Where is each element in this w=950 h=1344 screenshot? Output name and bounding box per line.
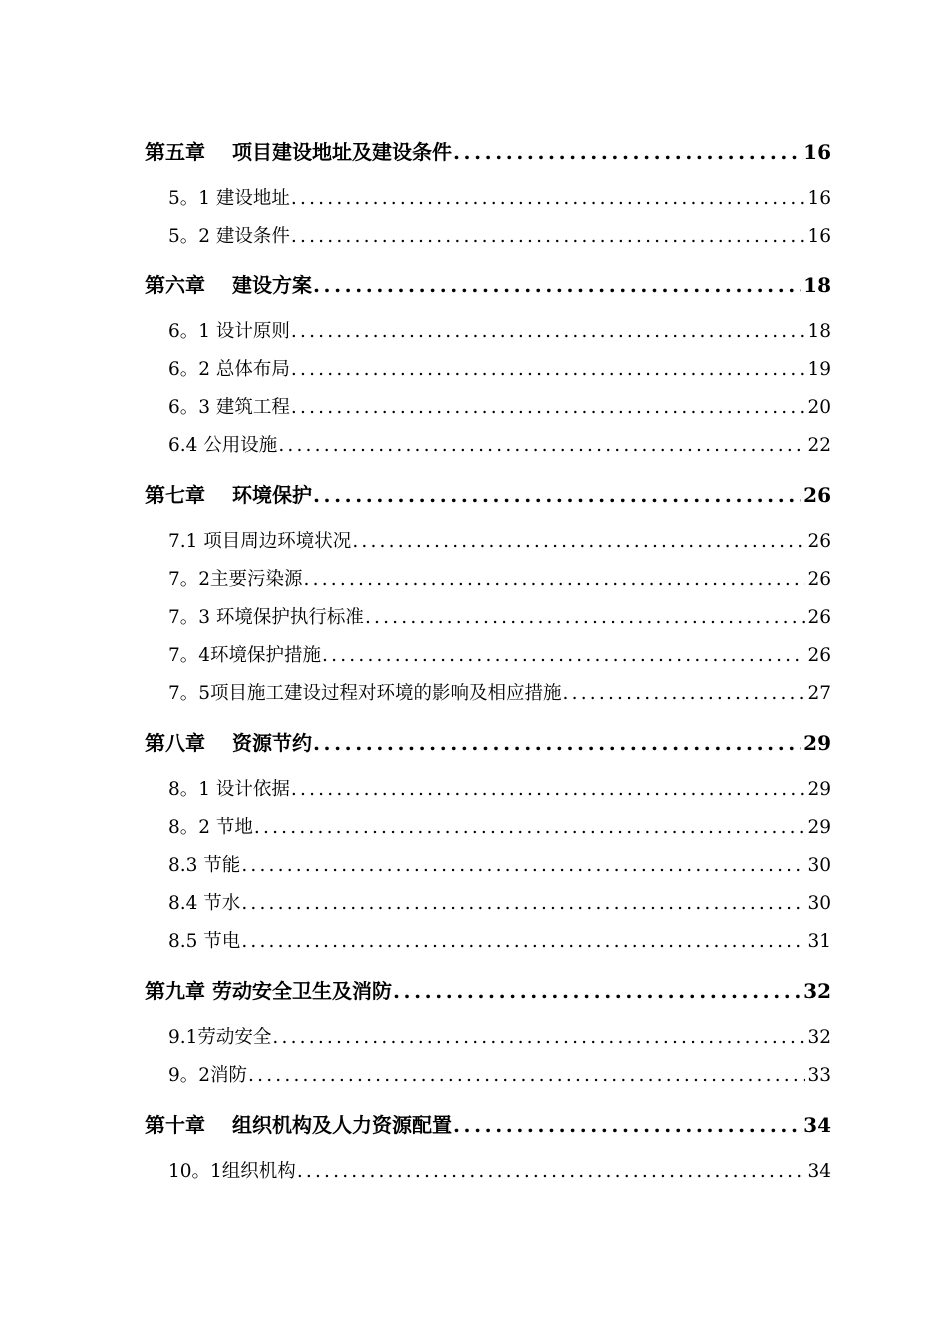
toc-page-number: 30 bbox=[807, 855, 831, 876]
toc-section-8-3[interactable] bbox=[168, 851, 831, 881]
toc-entry-title: 9。2消防 bbox=[168, 1065, 248, 1086]
toc-section-5-2[interactable] bbox=[168, 222, 831, 252]
toc-entry-title: 6。2 总体布局 bbox=[168, 359, 290, 380]
toc-page-number: 16 bbox=[807, 226, 831, 247]
toc-page-number: 26 bbox=[807, 531, 831, 552]
toc-page-number: 26 bbox=[803, 483, 831, 507]
toc-leader-dots bbox=[352, 531, 805, 552]
toc-entry-title: 5。1 建设地址 bbox=[168, 188, 290, 209]
toc-entry-title: 7。3 环境保护执行标准 bbox=[168, 607, 364, 628]
toc-page-number: 20 bbox=[807, 397, 831, 418]
toc-chapter-9[interactable] bbox=[145, 975, 831, 1005]
toc-section-7-5[interactable] bbox=[168, 679, 831, 709]
toc-leader-dots bbox=[313, 273, 801, 297]
toc-leader-dots bbox=[297, 1161, 806, 1182]
toc-section-6-2[interactable] bbox=[168, 355, 831, 385]
toc-entry-title: 5。2 建设条件 bbox=[168, 226, 290, 247]
toc-chapter-6[interactable] bbox=[145, 269, 831, 299]
toc-leader-dots bbox=[563, 683, 806, 704]
toc-page-number: 33 bbox=[807, 1065, 831, 1086]
toc-section-10-1[interactable] bbox=[168, 1157, 831, 1187]
toc-chapter-7[interactable] bbox=[145, 479, 831, 509]
toc-entry-title: 8.5 节电 bbox=[168, 931, 241, 952]
toc-page-number: 29 bbox=[807, 817, 831, 838]
toc-page-number: 26 bbox=[807, 607, 831, 628]
toc-entry-title: 8。1 设计依据 bbox=[168, 779, 290, 800]
toc-section-9-2[interactable] bbox=[168, 1061, 831, 1091]
toc-page-number: 29 bbox=[803, 731, 831, 755]
toc-page-number: 16 bbox=[807, 188, 831, 209]
toc-page-number: 27 bbox=[807, 683, 831, 704]
toc-page-number: 26 bbox=[807, 645, 831, 666]
toc-leader-dots bbox=[278, 435, 805, 456]
toc-leader-dots bbox=[291, 359, 806, 380]
toc-entry-title: 7。4环境保护措施 bbox=[168, 645, 322, 666]
toc-entry-title: 第八章 资源节约 bbox=[145, 731, 312, 755]
toc-section-9-1[interactable] bbox=[168, 1023, 831, 1053]
toc-section-7-4[interactable] bbox=[168, 641, 831, 671]
toc-leader-dots bbox=[313, 731, 801, 755]
toc-entry-title: 第九章 劳动安全卫生及消防 bbox=[145, 979, 392, 1003]
toc-page-number: 26 bbox=[807, 569, 831, 590]
toc-leader-dots bbox=[291, 226, 806, 247]
toc-leader-dots bbox=[291, 188, 806, 209]
toc-leader-dots bbox=[291, 321, 806, 342]
toc-section-8-5[interactable] bbox=[168, 927, 831, 957]
toc-section-6-3[interactable] bbox=[168, 393, 831, 423]
toc-entry-title: 7。5项目施工建设过程对环境的影响及相应措施 bbox=[168, 683, 562, 704]
toc-leader-dots bbox=[241, 931, 805, 952]
toc-section-5-1[interactable] bbox=[168, 184, 831, 214]
toc-entry-title: 第七章 环境保护 bbox=[145, 483, 312, 507]
toc-section-6-1[interactable] bbox=[168, 317, 831, 347]
toc-entry-title: 7.1 项目周边环境状况 bbox=[168, 531, 352, 552]
toc-entry-title: 8.4 节水 bbox=[168, 893, 241, 914]
toc-entry-title: 第六章 建设方案 bbox=[145, 273, 312, 297]
toc-chapter-8[interactable] bbox=[145, 727, 831, 757]
toc-section-8-4[interactable] bbox=[168, 889, 831, 919]
toc-page-number: 34 bbox=[803, 1113, 831, 1137]
toc-leader-dots bbox=[291, 779, 806, 800]
toc-chapter-10[interactable] bbox=[145, 1109, 831, 1139]
toc-leader-dots bbox=[365, 607, 806, 628]
toc-page-number: 16 bbox=[803, 140, 831, 164]
toc-section-6-4[interactable] bbox=[168, 431, 831, 461]
toc-entry-title: 第十章 组织机构及人力资源配置 bbox=[145, 1113, 452, 1137]
toc-leader-dots bbox=[393, 979, 801, 1003]
toc-leader-dots bbox=[248, 1065, 805, 1086]
toc-page-number: 30 bbox=[807, 893, 831, 914]
toc-entry-title: 6。1 设计原则 bbox=[168, 321, 290, 342]
toc-entry-title: 9.1劳动安全 bbox=[168, 1027, 272, 1048]
toc-section-7-3[interactable] bbox=[168, 603, 831, 633]
toc-page-number: 29 bbox=[807, 779, 831, 800]
toc-leader-dots bbox=[241, 855, 805, 876]
toc-entry-title: 7。2主要污染源 bbox=[168, 569, 303, 590]
toc-chapter-5[interactable] bbox=[145, 136, 831, 166]
toc-leader-dots bbox=[322, 645, 805, 666]
toc-section-8-1[interactable] bbox=[168, 775, 831, 805]
toc-entry-title: 8。2 节地 bbox=[168, 817, 253, 838]
toc-leader-dots bbox=[313, 483, 801, 507]
toc-page-number: 18 bbox=[807, 321, 831, 342]
toc-entry-title: 6。3 建筑工程 bbox=[168, 397, 290, 418]
toc-page-number: 31 bbox=[807, 931, 831, 952]
toc-leader-dots bbox=[291, 397, 806, 418]
toc-entry-title: 8.3 节能 bbox=[168, 855, 241, 876]
toc-leader-dots bbox=[254, 817, 806, 838]
toc-page-number: 18 bbox=[803, 273, 831, 297]
toc-leader-dots bbox=[241, 893, 805, 914]
toc-leader-dots bbox=[453, 140, 801, 164]
toc-section-8-2[interactable] bbox=[168, 813, 831, 843]
toc-section-7-1[interactable] bbox=[168, 527, 831, 557]
toc-entry-title: 10。1组织机构 bbox=[168, 1161, 296, 1182]
toc-page-number: 32 bbox=[803, 979, 831, 1003]
toc-leader-dots bbox=[304, 569, 806, 590]
toc-section-7-2[interactable] bbox=[168, 565, 831, 595]
toc-page-number: 32 bbox=[807, 1027, 831, 1048]
toc-leader-dots bbox=[272, 1027, 805, 1048]
toc-entry-title: 6.4 公用设施 bbox=[168, 435, 278, 456]
toc-leader-dots bbox=[453, 1113, 801, 1137]
toc-page-number: 19 bbox=[807, 359, 831, 380]
toc-page-number: 34 bbox=[807, 1161, 831, 1182]
toc-page-number: 22 bbox=[807, 435, 831, 456]
toc-entry-title: 第五章 项目建设地址及建设条件 bbox=[145, 140, 452, 164]
